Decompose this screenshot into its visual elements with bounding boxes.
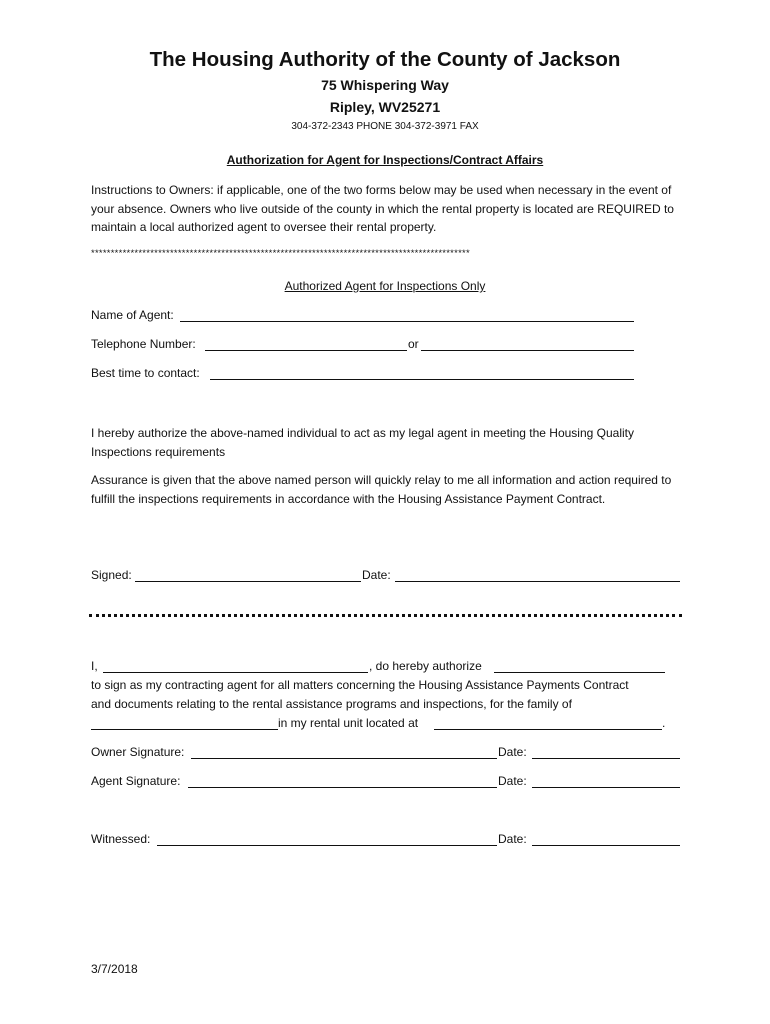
do-hereby-authorize-label: , do hereby authorize [369, 659, 482, 673]
rental-unit-label: in my rental unit located at [278, 716, 419, 730]
agent-date-field[interactable] [532, 787, 680, 788]
asterisk-separator: ************************************************************************************************ [91, 248, 470, 259]
telephone-number-field[interactable] [205, 350, 407, 351]
street-address: 75 Whispering Way [321, 77, 449, 93]
authorization-paragraph: I hereby authorize the above-named individual to act as my legal agent in meeting the Housing Quality Inspections requirements [91, 426, 634, 459]
section-title-inspections: Authorized Agent for Inspections Only [284, 279, 486, 293]
witnessed-label: Witnessed: [91, 832, 151, 846]
witnessed-date-label: Date: [498, 832, 527, 846]
name-of-agent-field[interactable] [180, 321, 634, 322]
period: . [662, 716, 666, 730]
form-title: Authorization for Agent for Inspections/Contract Affairs [226, 153, 544, 167]
alternate-telephone-field[interactable] [421, 350, 634, 351]
owner-date-field[interactable] [532, 758, 680, 759]
footer-date: 3/7/2018 [91, 962, 138, 976]
name-of-agent-label: Name of Agent: [91, 308, 174, 322]
phone-fax: 304-372-2343 PHONE 304-372-3971 FAX [291, 121, 479, 132]
signed-date-field[interactable] [395, 581, 680, 582]
assurance-paragraph: Assurance is given that the above named person will quickly relay to me all information and action required to fulfill the inspections requirements in accordance with the Housing Assistance Payment Contract. [91, 473, 672, 506]
agent-name-field[interactable] [494, 672, 665, 673]
agent-signature-field[interactable] [188, 787, 497, 788]
contract-line-2: to sign as my contracting agent for all matters concerning the Housing Assistance Payments Contract [91, 678, 629, 692]
agent-date-label: Date: [498, 774, 527, 788]
witnessed-date-field[interactable] [532, 845, 680, 846]
witnessed-field[interactable] [157, 845, 497, 846]
or-label: or [408, 337, 419, 351]
agent-signature-label: Agent Signature: [91, 774, 181, 788]
family-name-field[interactable] [91, 729, 278, 730]
owner-date-label: Date: [498, 745, 527, 759]
signed-date-label: Date: [362, 568, 391, 582]
telephone-number-label: Telephone Number: [91, 337, 196, 351]
signed-field[interactable] [135, 581, 361, 582]
rental-unit-address-field[interactable] [434, 729, 662, 730]
best-time-label: Best time to contact: [91, 366, 200, 380]
owner-name-prefix: I, [91, 659, 98, 673]
owner-signature-label: Owner Signature: [91, 745, 185, 759]
instructions-paragraph: Instructions to Owners: if applicable, one of the two forms below may be used when necessary in the event of your absence. Owners who live outside of the county in which the rental property is located are REQUIRED to maintain a local authorized agent to oversee their rental property. [91, 183, 674, 234]
city-state-zip: Ripley, WV25271 [329, 99, 441, 115]
contract-line-3: and documents relating to the rental assistance programs and inspections, for the family of [91, 697, 572, 711]
organization-name: The Housing Authority of the County of Jackson [149, 48, 621, 71]
dotted-divider [89, 614, 682, 617]
best-time-field[interactable] [210, 379, 634, 380]
signed-label: Signed: [91, 568, 132, 582]
owner-name-field[interactable] [103, 672, 368, 673]
owner-signature-field[interactable] [191, 758, 497, 759]
